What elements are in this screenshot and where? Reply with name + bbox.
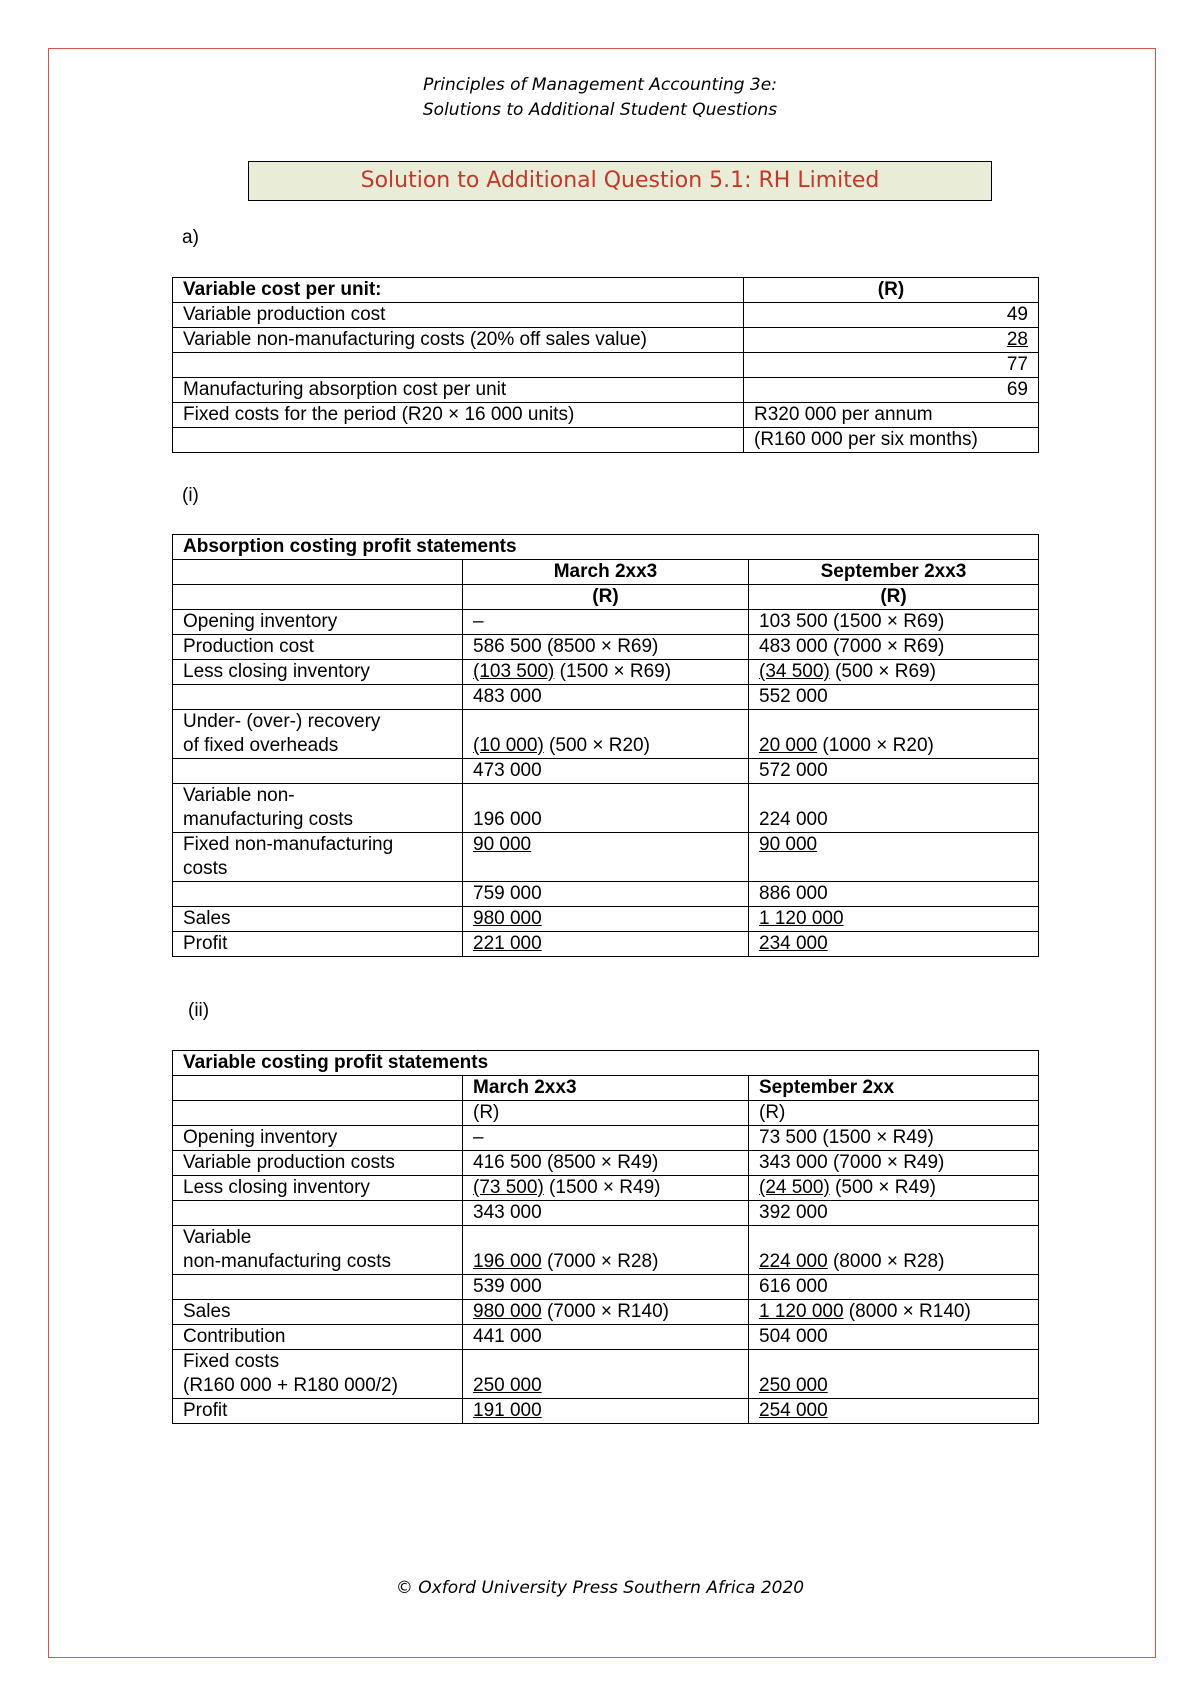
unit-label: (R) <box>463 585 749 610</box>
september-value: 343 000 (7000 × R49) <box>749 1151 1039 1176</box>
amount-detail: (1500 × R69) <box>554 661 672 682</box>
row-label: Fixed costs for the period (R20 × 16 000 units) <box>173 403 744 428</box>
march-value <box>463 1350 749 1399</box>
absorption-costing-table <box>172 534 1039 957</box>
row-label: Opening inventory <box>173 1126 463 1151</box>
amount-detail: (1500 × R49) <box>543 1177 661 1198</box>
table-row <box>173 378 1039 403</box>
september-value: 616 000 <box>749 1275 1039 1300</box>
table-header-unit: (R) <box>744 278 1039 303</box>
header-book-title: Principles of Management Accounting 3e: <box>423 75 777 95</box>
row-label: Sales <box>173 1300 463 1325</box>
row-label: Variable non- manufacturing costs <box>173 784 463 833</box>
amount-detail: (8000 × R140) <box>843 1301 971 1322</box>
row-label: Production cost <box>173 635 463 660</box>
row-value: 49 <box>744 303 1039 328</box>
september-value: 392 000 <box>749 1201 1039 1226</box>
table-row <box>173 353 1039 378</box>
header-subtitle: Solutions to Additional Student Questions <box>422 100 778 120</box>
part-i-label: (i) <box>182 485 199 506</box>
underlined-amount: 250 000 <box>473 1375 542 1396</box>
row-label: Under- (over-) recovery of fixed overheads <box>173 710 463 759</box>
table-row <box>173 907 1039 932</box>
underlined-amount: 980 000 <box>473 1301 542 1322</box>
row-label: Profit <box>173 1399 463 1424</box>
unit-label: (R) <box>463 1101 749 1126</box>
table-row <box>173 710 1039 759</box>
table-row <box>173 635 1039 660</box>
row-label <box>173 428 744 453</box>
table-row <box>173 882 1039 907</box>
table-row <box>173 610 1039 635</box>
amount-detail: (500 × R69) <box>829 661 936 682</box>
row-label: Fixed costs (R160 000 + R180 000/2) <box>173 1350 463 1399</box>
row-label <box>173 353 744 378</box>
underlined-amount: 980 000 <box>473 908 542 929</box>
table-row <box>173 1399 1039 1424</box>
column-header-march: March 2xx3 <box>463 1076 749 1101</box>
september-value <box>749 907 1039 932</box>
march-value <box>463 833 749 882</box>
march-value: – <box>463 1126 749 1151</box>
march-value <box>463 1300 749 1325</box>
row-value: 77 <box>744 353 1039 378</box>
table-row <box>173 428 1039 453</box>
table-row <box>173 1275 1039 1300</box>
table-row <box>173 833 1039 882</box>
variable-costing-table <box>172 1050 1039 1424</box>
table-row <box>173 1201 1039 1226</box>
row-label: Less closing inventory <box>173 660 463 685</box>
march-value <box>463 907 749 932</box>
copyright-footer: © Oxford University Press Southern Africa 2020 <box>395 1578 805 1598</box>
september-value: 483 000 (7000 × R69) <box>749 635 1039 660</box>
column-header-september: September 2xx3 <box>749 560 1039 585</box>
march-value: 441 000 <box>463 1325 749 1350</box>
document-header <box>0 73 1200 123</box>
table-row <box>173 1325 1039 1350</box>
column-header-september: September 2xx <box>749 1076 1039 1101</box>
september-value: 572 000 <box>749 759 1039 784</box>
march-value: 196 000 <box>463 784 749 833</box>
part-ii-label: (ii) <box>188 1000 210 1021</box>
table-header-label: Variable cost per unit: <box>173 278 744 303</box>
table-row <box>173 685 1039 710</box>
row-label: Variable non-manufacturing costs <box>173 1226 463 1275</box>
underlined-amount: 250 000 <box>759 1375 828 1396</box>
march-value <box>463 1399 749 1424</box>
march-value: 483 000 <box>463 685 749 710</box>
march-value <box>463 1176 749 1201</box>
march-value: 343 000 <box>463 1201 749 1226</box>
underlined-amount: 234 000 <box>759 933 828 954</box>
underlined-amount: 191 000 <box>473 1400 542 1421</box>
underlined-amount: 1 120 000 <box>759 1301 844 1322</box>
table-row <box>173 1350 1039 1399</box>
variable-cost-table <box>172 277 1039 453</box>
row-value: (R160 000 per six months) <box>744 428 1039 453</box>
september-value: 103 500 (1500 × R69) <box>749 610 1039 635</box>
table-row <box>173 932 1039 957</box>
september-value <box>749 1176 1039 1201</box>
table-row <box>173 1101 1039 1126</box>
table-row <box>173 1151 1039 1176</box>
row-label: Variable production cost <box>173 303 744 328</box>
underlined-amount: 221 000 <box>473 933 542 954</box>
underlined-amount: (73 500) <box>473 1177 544 1198</box>
table-row <box>173 660 1039 685</box>
underlined-amount: (10 000) <box>473 735 544 756</box>
september-value <box>749 1300 1039 1325</box>
table-row <box>173 585 1039 610</box>
amount-detail: (7000 × R28) <box>541 1251 659 1272</box>
row-label: Less closing inventory <box>173 1176 463 1201</box>
underlined-amount: (24 500) <box>759 1177 830 1198</box>
row-label: Variable production costs <box>173 1151 463 1176</box>
september-value: 224 000 <box>749 784 1039 833</box>
underlined-amount: (34 500) <box>759 661 830 682</box>
row-label: Contribution <box>173 1325 463 1350</box>
september-value: 73 500 (1500 × R49) <box>749 1126 1039 1151</box>
march-value <box>463 932 749 957</box>
row-label: Fixed non-manufacturing costs <box>173 833 463 882</box>
september-value <box>749 1226 1039 1275</box>
amount-detail: (8000 × R28) <box>827 1251 945 1272</box>
september-value: 886 000 <box>749 882 1039 907</box>
table-row <box>173 303 1039 328</box>
table-row <box>173 403 1039 428</box>
underlined-amount: 90 000 <box>473 834 532 855</box>
underlined-amount: 20 000 <box>759 735 818 756</box>
amount-detail: (500 × R20) <box>543 735 650 756</box>
underlined-amount: 224 000 <box>759 1251 828 1272</box>
row-label: Variable non-manufacturing costs (20% off sales value) <box>173 328 744 353</box>
table-row <box>173 560 1039 585</box>
row-label: Sales <box>173 907 463 932</box>
underlined-amount: 254 000 <box>759 1400 828 1421</box>
row-value: R320 000 per annum <box>744 403 1039 428</box>
amount-detail: (1000 × R20) <box>817 735 934 756</box>
march-value <box>463 710 749 759</box>
table-row <box>173 1051 1039 1076</box>
table-row <box>173 784 1039 833</box>
march-value: 586 500 (8500 × R69) <box>463 635 749 660</box>
september-value <box>749 1399 1039 1424</box>
september-value: 552 000 <box>749 685 1039 710</box>
table-row <box>173 278 1039 303</box>
march-value: – <box>463 610 749 635</box>
row-value: 69 <box>744 378 1039 403</box>
march-value: 759 000 <box>463 882 749 907</box>
september-value <box>749 932 1039 957</box>
march-value <box>463 1226 749 1275</box>
table-title: Variable costing profit statements <box>173 1051 1039 1076</box>
column-header-march: March 2xx3 <box>463 560 749 585</box>
table-title: Absorption costing profit statements <box>173 535 1039 560</box>
underlined-amount: 90 000 <box>759 834 818 855</box>
unit-label: (R) <box>749 585 1039 610</box>
table-row <box>173 535 1039 560</box>
march-value: 539 000 <box>463 1275 749 1300</box>
amount-detail: (7000 × R140) <box>541 1301 669 1322</box>
table-row <box>173 1126 1039 1151</box>
march-value <box>463 660 749 685</box>
row-label: Manufacturing absorption cost per unit <box>173 378 744 403</box>
underlined-amount: (103 500) <box>473 661 555 682</box>
table-row <box>173 759 1039 784</box>
september-value <box>749 660 1039 685</box>
amount-detail: (500 × R49) <box>829 1177 936 1198</box>
solution-title: Solution to Additional Question 5.1: RH Limited <box>248 161 992 201</box>
march-value: 473 000 <box>463 759 749 784</box>
september-value <box>749 710 1039 759</box>
table-row <box>173 328 1039 353</box>
underlined-amount: 196 000 <box>473 1251 542 1272</box>
september-value <box>749 1350 1039 1399</box>
table-row <box>173 1176 1039 1201</box>
row-label: Opening inventory <box>173 610 463 635</box>
march-value: 416 500 (8500 × R49) <box>463 1151 749 1176</box>
row-value: 28 <box>1006 329 1028 350</box>
september-value: 504 000 <box>749 1325 1039 1350</box>
table-row <box>173 1076 1039 1101</box>
part-a-label: a) <box>182 227 199 248</box>
row-label: Profit <box>173 932 463 957</box>
unit-label: (R) <box>749 1101 1039 1126</box>
underlined-amount: 1 120 000 <box>759 908 844 929</box>
september-value <box>749 833 1039 882</box>
table-row <box>173 1300 1039 1325</box>
table-row <box>173 1226 1039 1275</box>
